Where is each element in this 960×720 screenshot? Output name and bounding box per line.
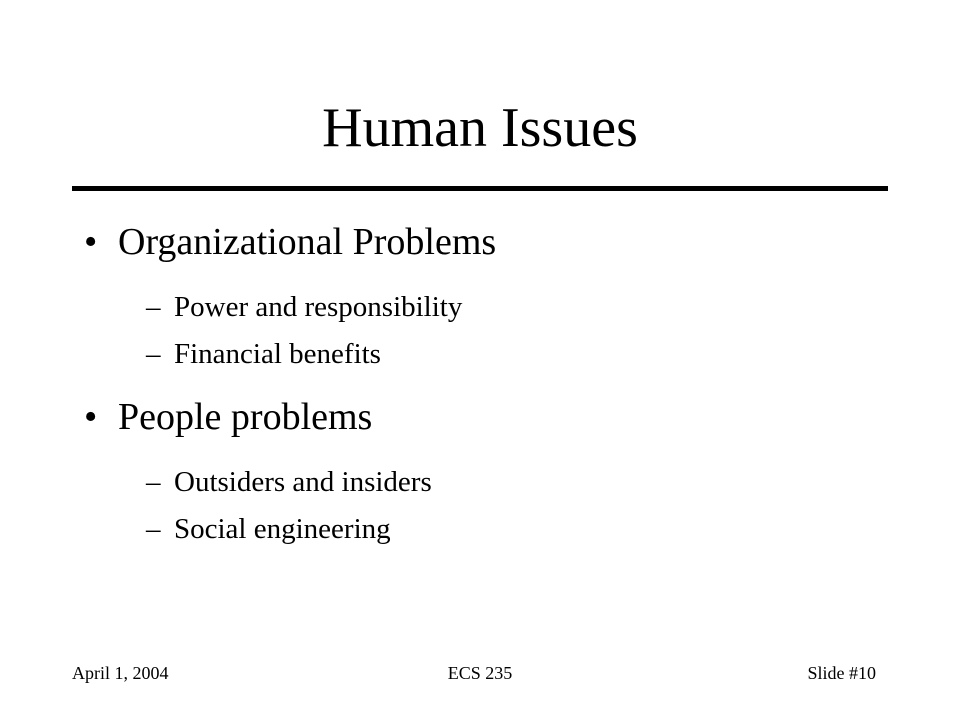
footer-course: ECS 235 (447, 663, 513, 683)
sub-bullet-marker: – (146, 466, 161, 498)
sub-bullet-list (84, 287, 864, 374)
sub-bullet-text: Outsiders and insiders (174, 466, 432, 498)
sub-bullet-marker: – (146, 291, 161, 323)
bullet-item (84, 391, 864, 549)
sub-bullet-marker: – (146, 338, 161, 370)
sub-bullet-list (84, 462, 864, 549)
bullet-list (84, 216, 864, 556)
sub-bullet-item (84, 334, 864, 374)
title-underline (72, 186, 888, 191)
bullet-line (84, 391, 864, 443)
sub-bullet-text: Power and responsibility (174, 291, 463, 323)
bullet-line (84, 216, 864, 268)
bullet-item (84, 216, 864, 391)
sub-bullet-item (84, 287, 864, 327)
sub-bullet-text: Social engineering (174, 513, 391, 545)
bullet-marker: • (84, 221, 98, 263)
sub-bullet-item (84, 509, 864, 549)
slide-title: Human Issues (322, 97, 638, 159)
footer-slide-number: Slide #10 (807, 663, 876, 683)
sub-bullet-item (84, 462, 864, 502)
bullet-text: Organizational Problems (118, 221, 497, 263)
footer-date: April 1, 2004 (72, 663, 169, 683)
sub-bullet-text: Financial benefits (174, 338, 381, 370)
bullet-marker: • (84, 396, 98, 438)
bullet-text: People problems (118, 396, 373, 438)
sub-bullet-marker: – (146, 513, 161, 545)
